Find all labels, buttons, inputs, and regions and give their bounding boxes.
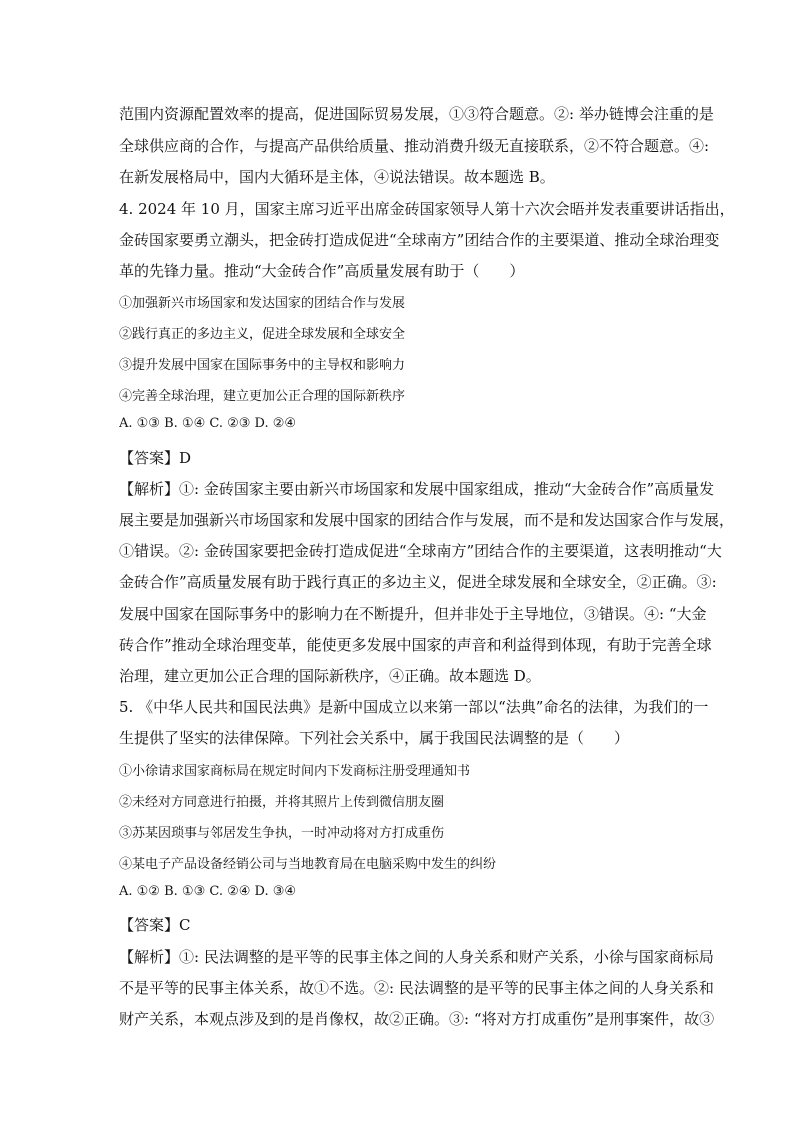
question-5-stem: 5. 《中华人民共和国民法典》是新中国成立以来第一部以“法典”命名的法律，为我们的一 xyxy=(119,698,709,716)
question-4-answer: 【答案】D xyxy=(119,449,192,467)
question-5-stem: 生提供了坚实的法律保障。下列社会关系中，属于我国民法调整的是（ ） xyxy=(119,729,630,747)
question-5-option-3: ③苏某因琐事与邻居发生争执，一时冲动将对方打成重伤 xyxy=(119,826,445,841)
question-4-analysis: 砖合作”推动全球治理变革，能使更多发展中国家的声音和利益得到体现，有助于完善全球 xyxy=(119,636,712,654)
question-5-analysis: 【解析】①: 民法调整的是平等的民事主体之间的人身关系和财产关系，小徐与国家商标局 xyxy=(119,948,714,966)
question-4-option-3: ③提升发展中国家在国际事务中的主导权和影响力 xyxy=(119,358,406,373)
question-5-option-1: ①小徐请求国家商标局在规定时间内下发商标注册受理通知书 xyxy=(119,764,471,779)
question-4-stem: 金砖国家要勇立潮头，把金砖打造成促进“全球南方”团结合作的主要渠道、推动全球治理变 xyxy=(119,231,720,249)
question-4-stem: 革的先锋力量。推动“大金砖合作”高质量发展有助于（ ） xyxy=(119,262,525,280)
question-4-analysis: 发展中国家在国际事务中的影响力在不断提升，但并非处于主导地位，③错误。④: “大金 xyxy=(119,605,707,623)
question-5-analysis: 财产关系，本观点涉及到的是肖像权，故②正确。③: “将对方打成重伤”是刑事案件，故③ xyxy=(119,1010,715,1028)
question-5-option-2: ②未经对方同意进行拍摄，并将其照片上传到微信朋友圈 xyxy=(119,795,445,810)
paragraph-line: 在新发展格局中，国内大循环是主体，④说法错误。故本题选 B。 xyxy=(119,168,555,186)
question-4-analysis: 金砖合作”高质量发展有助于践行真正的多边主义，促进全球发展和全球安全，②正确。③: xyxy=(119,573,717,591)
question-5-analysis: 不是平等的民事主体关系，故①不选。②: 民法调整的是平等的民事主体之间的人身关系和 xyxy=(119,979,714,997)
question-4-analysis: 治理，建立更加公正合理的国际新秩序，④正确。故本题选 D。 xyxy=(119,667,541,685)
question-4-option-2: ②践行真正的多边主义，促进全球发展和全球安全 xyxy=(119,327,406,342)
question-4-option-1: ①加强新兴市场国家和发达国家的团结合作与发展 xyxy=(119,296,406,311)
question-5-answer: 【答案】C xyxy=(119,916,191,934)
question-5-choices: A. ①② B. ①③ C. ②④ D. ③④ xyxy=(119,884,297,899)
question-4-analysis: ①错误。②: 金砖国家要把金砖打造成促进“全球南方”团结合作的主要渠道，这表明推动“大 xyxy=(119,542,722,560)
paragraph-line: 范围内资源配置效率的提高，促进国际贸易发展，①③符合题意。②: 举办链博会注重的是 xyxy=(119,105,714,123)
question-5-option-4: ④某电子产品设备经销公司与当地教育局在电脑采购中发生的纠纷 xyxy=(119,857,497,872)
question-4-option-4: ④完善全球治理，建立更加公正合理的国际新秩序 xyxy=(119,389,406,404)
paragraph-line: 全球供应商的合作，与提高产品供给质量、推动消费升级无直接联系，②不符合题意。④: xyxy=(119,137,710,155)
question-4-choices: A. ①③ B. ①④ C. ②③ D. ②④ xyxy=(119,416,297,431)
question-4-stem: 4. 2024 年 10 月，国家主席习近平出席金砖国家领导人第十六次会晤并发表重要讲话指出， xyxy=(119,200,735,218)
question-4-analysis: 展主要是加强新兴市场国家和发展中国家的团结合作与发展，而不是和发达国家合作与发展， xyxy=(119,511,735,529)
question-4-analysis: 【解析】①: 金砖国家主要由新兴市场国家和发展中国家组成，推动“大金砖合作”高质量发 xyxy=(119,480,715,498)
